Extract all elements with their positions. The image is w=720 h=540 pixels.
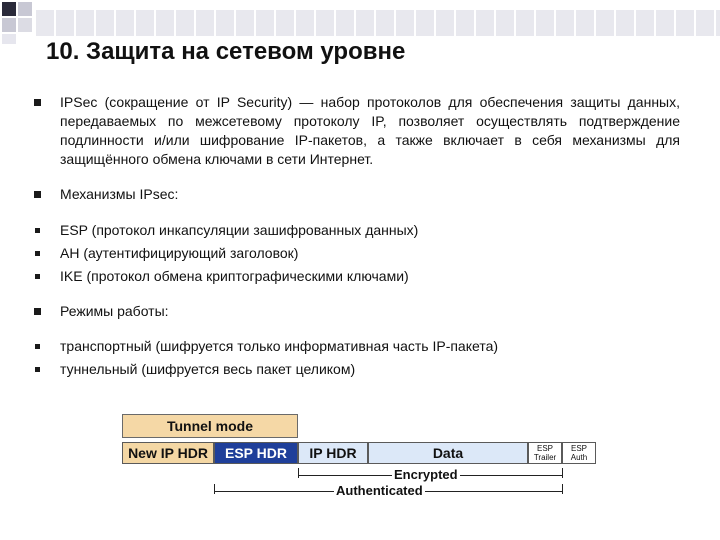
data-cell: Data [368,442,528,464]
encrypted-left-tick [298,468,299,478]
tunnel-mode-label: Tunnel mode [122,414,298,438]
authenticated-right-tick [562,484,563,494]
mode-tunnel: туннельный (шифруется весь пакет целиком) [60,361,356,377]
authenticated-label: Authenticated [336,483,423,498]
sub-bullet-icon [35,251,40,256]
esp-trailer-line1: ESP [536,444,553,453]
bullet-icon [34,308,41,315]
tunnel-mode-diagram [120,412,600,502]
bullet-icon [34,191,41,198]
sub-bullet-icon [35,274,40,279]
modes-heading: Режимы работы: [60,303,169,319]
authenticated-left-tick [214,484,215,494]
mechanism-ah: AH (аутентифицирующий заголовок) [60,245,299,261]
ip-hdr-cell: IP HDR [298,442,368,464]
sub-bullet-icon [35,344,40,349]
new-ip-hdr-cell: New IP HDR [122,442,214,464]
sub-bullet-icon [35,367,40,372]
mechanism-esp: ESP (протокол инкапсуляции зашифрованных данных) [60,222,419,238]
ipsec-definition: IPSec (сокращение от IP Security) — набор протоколов для обеспечения защиты данных, передаваемых по межсетевому протоколу IP, позволяет осуществлять подтверждение подлинности и/или шифрование IP-пакетов, а также включает в себя механизмы для защищённого обмена ключами в сети Интернет. [60,94,680,167]
sub-bullet-icon [35,228,40,233]
mechanisms-heading: Механизмы IPsec: [60,186,179,202]
esp-trailer-line2: Trailer [533,453,557,462]
esp-trailer-cell [528,442,562,464]
mechanism-ike: IKE (протокол обмена криптографическими ключами) [60,268,409,284]
mode-transport: транспортный (шифруется только информативная часть IP-пакета) [60,338,499,354]
bullet-icon [34,99,41,106]
esp-auth-line2: Auth [570,453,588,462]
esp-auth-line1: ESP [570,444,587,453]
esp-hdr-cell: ESP HDR [214,442,298,464]
slide-title: 10. Защита на сетевом уровне [46,38,406,65]
title-bar-decoration [36,10,720,36]
esp-auth-cell [562,442,596,464]
encrypted-label: Encrypted [394,467,458,482]
encrypted-right-tick [562,468,563,478]
